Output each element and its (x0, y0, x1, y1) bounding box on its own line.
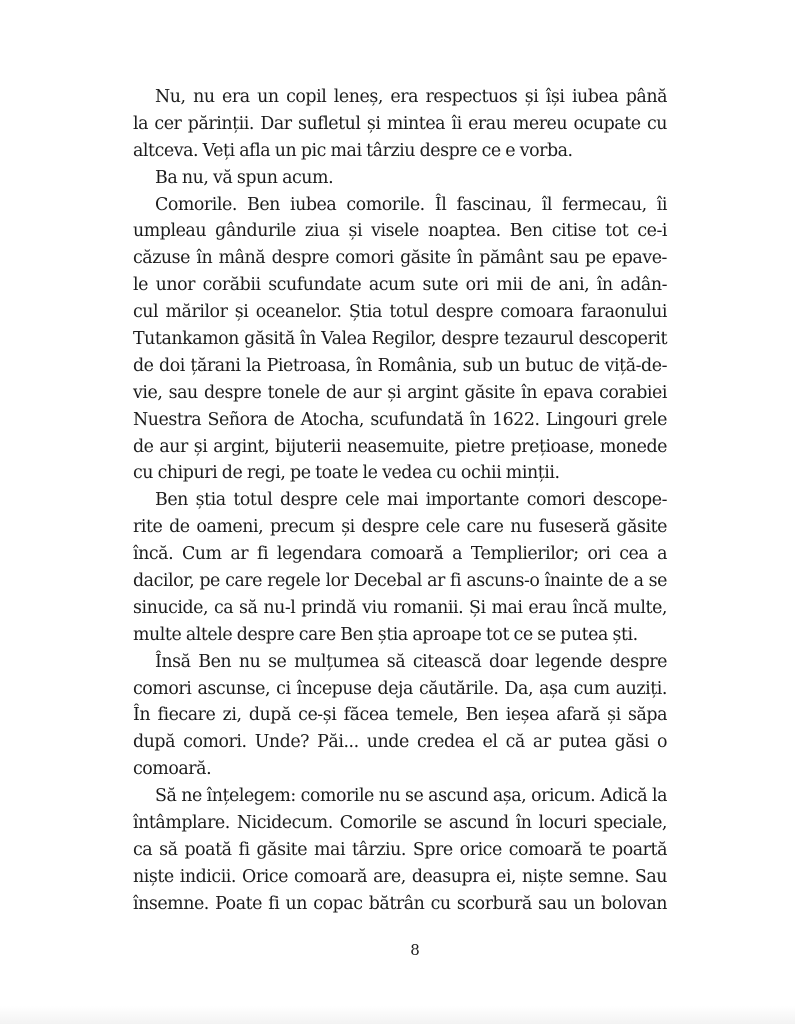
text-line: niște indicii. Orice comoară are, deasupra ei, niște semne. Sau (133, 866, 667, 887)
text-line: încă. Cum ar fi legendara comoară a Templierilor; ori cea a (133, 544, 667, 565)
text-line: ca să poată fi găsite mai târziu. Spre orice comoară te poartă (133, 839, 667, 860)
text-line: comori ascunse, ci începuse deja căutările. Da, așa cum auziți. (133, 678, 667, 699)
text-line: vie, sau despre tonele de aur și argint găsite în epava corabiei (133, 382, 667, 403)
text-line: le unor corăbii scufundate acum sute ori mii de ani, în adân- (133, 275, 667, 296)
text-line: întâmplare. Nicidecum. Comorile se ascund în locuri speciale, (133, 813, 667, 834)
text-line: cu chipuri de regi, pe toate le vedea cu ochii minții. (133, 463, 560, 484)
text-line: Ben știa totul despre cele mai importante comori descope- (155, 490, 667, 511)
page-number: 8 (410, 941, 420, 959)
text-line: Însă Ben nu se mulțumea să citească doar legende despre (155, 651, 667, 672)
text-line: comoară. (133, 759, 212, 780)
text-line: sinucide, ca să nu-l prindă viu romanii. Și mai erau încă multe, (133, 597, 667, 618)
page-bottom-edge (0, 1006, 795, 1024)
text-line: Comorile. Ben iubea comorile. Îl fascinau, îl fermecau, îi (155, 194, 667, 215)
text-line: umpleau gândurile ziua și visele noaptea. Ben citise tot ce-i (133, 221, 667, 242)
text-line: cul mărilor și oceanelor. Știa totul despre comoara faraonului (133, 302, 667, 323)
text-line: Tutankamon găsită în Valea Regilor, despre tezaurul descoperit (133, 329, 667, 350)
text-line: altceva. Veți afla un pic mai târziu despre ce e vorba. (133, 140, 573, 161)
page-body (133, 84, 667, 918)
text-line: Nu, nu era un copil leneș, era respectuos și își iubea până (155, 87, 667, 107)
text-line: multe altele despre care Ben știa aproape tot ce se putea ști. (133, 624, 638, 645)
text-line: Nuestra Señora de Atocha, scufundată în 1622. Lingouri grele (133, 409, 667, 430)
text-line: de doi țărani la Pietroasa, în România, sub un butuc de viță-de- (133, 355, 667, 376)
text-line: căzuse în mână despre comori găsite în pământ sau pe epave- (133, 248, 667, 269)
text-line: Să ne înțelegem: comorile nu se ascund așa, oricum. Adică la (155, 786, 667, 807)
text-line: dacilor, pe care regele lor Decebal ar fi ascuns-o înainte de a se (133, 571, 667, 592)
text-line: după comori. Unde? Păi... unde credea el că ar putea găsi o (133, 732, 667, 753)
text-line: însemne. Poate fi un copac bătrân cu scorbură sau un bolovan (133, 893, 667, 914)
text-line: de aur și argint, bijuterii neasemuite, pietre prețioase, monede (133, 436, 667, 457)
text-line: Ba nu, vă spun acum. (155, 167, 334, 188)
text-line: În fiecare zi, după ce-și făcea temele, Ben ieșea afară și săpa (133, 705, 667, 726)
text-line: la cer părinții. Dar sufletul și mintea îi erau mereu ocupate cu (133, 113, 667, 134)
text-line: rite de oameni, precum și despre cele care nu fuseseră găsite (133, 517, 667, 538)
